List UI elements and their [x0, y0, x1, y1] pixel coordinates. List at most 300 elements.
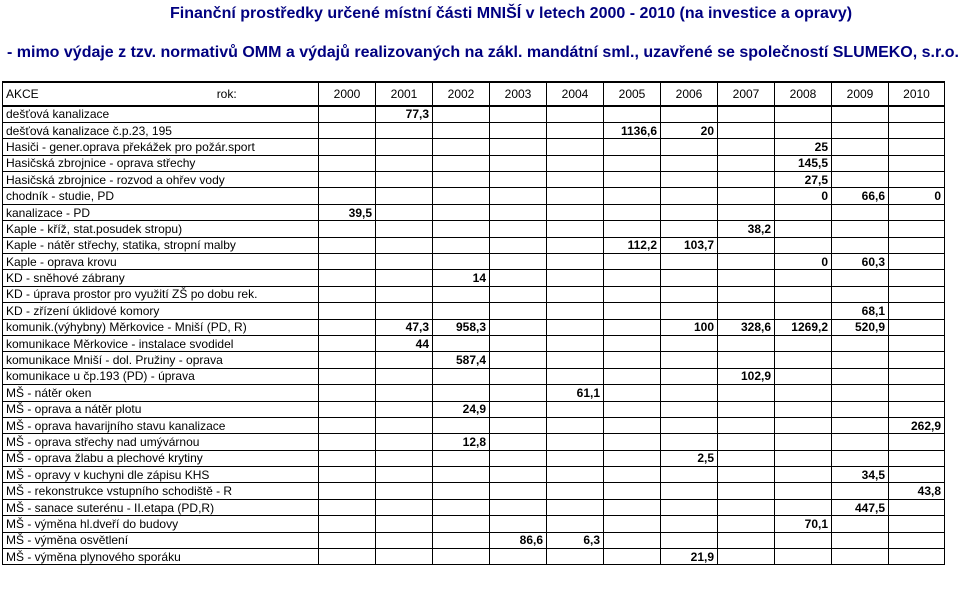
value-cell [376, 385, 433, 401]
value-cell: 86,6 [490, 532, 547, 548]
value-cell [490, 516, 547, 532]
value-cell [547, 335, 604, 351]
value-cell [889, 237, 945, 253]
value-cell [604, 270, 661, 286]
table-row [3, 467, 945, 483]
value-cell [547, 417, 604, 433]
value-cell [604, 303, 661, 319]
value-cell [718, 352, 775, 368]
value-cell [889, 450, 945, 466]
value-cell [661, 270, 718, 286]
value-cell [661, 434, 718, 450]
value-cell [832, 155, 889, 171]
header-row [3, 82, 945, 106]
value-cell [490, 221, 547, 237]
value-cell [319, 467, 376, 483]
value-cell [547, 368, 604, 384]
value-cell [433, 417, 490, 433]
value-cell [832, 401, 889, 417]
value-cell: 14 [433, 270, 490, 286]
value-cell [832, 204, 889, 220]
value-cell [889, 319, 945, 335]
value-cell [661, 221, 718, 237]
value-cell: 328,6 [718, 319, 775, 335]
value-cell: 145,5 [775, 155, 832, 171]
value-cell [661, 155, 718, 171]
value-cell [547, 483, 604, 499]
row-label: komunikace Mniší - dol. Pružiny - oprava [3, 352, 319, 368]
value-cell [718, 286, 775, 302]
table-row [3, 303, 945, 319]
value-cell [490, 450, 547, 466]
value-cell [490, 434, 547, 450]
value-cell [433, 303, 490, 319]
value-cell [604, 532, 661, 548]
value-cell: 27,5 [775, 172, 832, 188]
table-row [3, 483, 945, 499]
value-cell [775, 385, 832, 401]
value-cell [604, 516, 661, 532]
value-cell [775, 352, 832, 368]
header-year: 2000 [319, 82, 376, 106]
value-cell [376, 401, 433, 417]
value-cell [832, 286, 889, 302]
value-cell [718, 106, 775, 122]
value-cell [661, 532, 718, 548]
value-cell [319, 319, 376, 335]
value-cell [547, 450, 604, 466]
value-cell [832, 270, 889, 286]
value-cell [718, 532, 775, 548]
value-cell [604, 172, 661, 188]
value-cell [604, 254, 661, 270]
value-cell [319, 303, 376, 319]
header-year: 2008 [775, 82, 832, 106]
value-cell [604, 434, 661, 450]
value-cell: 0 [775, 188, 832, 204]
value-cell [490, 106, 547, 122]
value-cell [547, 467, 604, 483]
value-cell [832, 385, 889, 401]
table-row [3, 106, 945, 122]
value-cell [718, 155, 775, 171]
value-cell [490, 122, 547, 138]
value-cell [718, 417, 775, 433]
value-cell [832, 434, 889, 450]
value-cell [319, 155, 376, 171]
row-label: Kaple - nátěr střechy, statika, stropní malby [3, 237, 319, 253]
value-cell [718, 467, 775, 483]
value-cell [775, 335, 832, 351]
value-cell [376, 516, 433, 532]
value-cell: 100 [661, 319, 718, 335]
value-cell [832, 221, 889, 237]
value-cell [433, 467, 490, 483]
value-cell: 587,4 [433, 352, 490, 368]
value-cell [832, 139, 889, 155]
value-cell [604, 450, 661, 466]
value-cell [433, 483, 490, 499]
table-row [3, 549, 945, 565]
value-cell [718, 549, 775, 565]
value-cell [661, 139, 718, 155]
value-cell [775, 499, 832, 515]
row-label: KD - úprava prostor pro využití ZŠ po dobu rek. [3, 286, 319, 302]
table-body [3, 82, 945, 565]
value-cell [433, 204, 490, 220]
value-cell [433, 106, 490, 122]
table-row [3, 532, 945, 548]
value-cell [433, 368, 490, 384]
value-cell [889, 270, 945, 286]
value-cell [775, 401, 832, 417]
value-cell [490, 417, 547, 433]
value-cell: 103,7 [661, 237, 718, 253]
value-cell [319, 221, 376, 237]
value-cell [433, 499, 490, 515]
value-cell [604, 139, 661, 155]
value-cell [775, 221, 832, 237]
value-cell [775, 483, 832, 499]
header-year: 2002 [433, 82, 490, 106]
value-cell [889, 499, 945, 515]
value-cell [718, 483, 775, 499]
value-cell [547, 319, 604, 335]
value-cell [718, 188, 775, 204]
table-row [3, 434, 945, 450]
value-cell [319, 417, 376, 433]
table-row [3, 221, 945, 237]
value-cell: 262,9 [889, 417, 945, 433]
value-cell [376, 139, 433, 155]
value-cell [889, 516, 945, 532]
row-label: Hasiči - gener.oprava překážek pro požár.sport [3, 139, 319, 155]
value-cell [718, 335, 775, 351]
value-cell [604, 106, 661, 122]
table-row [3, 499, 945, 515]
value-cell [718, 204, 775, 220]
value-cell [604, 368, 661, 384]
table-row [3, 270, 945, 286]
value-cell [718, 172, 775, 188]
row-label: Kaple - oprava krovu [3, 254, 319, 270]
value-cell: 1269,2 [775, 319, 832, 335]
value-cell [547, 155, 604, 171]
value-cell [661, 106, 718, 122]
value-cell [718, 401, 775, 417]
value-cell: 61,1 [547, 385, 604, 401]
value-cell [661, 286, 718, 302]
row-label: komunikace u čp.193 (PD) - úprava [3, 368, 319, 384]
value-cell [547, 172, 604, 188]
funding-table [2, 81, 945, 565]
value-cell [376, 467, 433, 483]
value-cell [832, 516, 889, 532]
value-cell: 77,3 [376, 106, 433, 122]
table-row [3, 204, 945, 220]
value-cell: 112,2 [604, 237, 661, 253]
value-cell: 958,3 [433, 319, 490, 335]
value-cell [889, 368, 945, 384]
value-cell [433, 188, 490, 204]
value-cell [604, 352, 661, 368]
value-cell: 2,5 [661, 450, 718, 466]
row-label: MŠ - výměna plynového sporáku [3, 549, 319, 565]
value-cell [319, 532, 376, 548]
row-label: komunikace Měrkovice - instalace svodidel [3, 335, 319, 351]
value-cell [376, 270, 433, 286]
row-label: dešťová kanalizace č.p.23, 195 [3, 122, 319, 138]
value-cell: 43,8 [889, 483, 945, 499]
value-cell [604, 155, 661, 171]
value-cell [376, 434, 433, 450]
value-cell [319, 450, 376, 466]
value-cell: 60,3 [832, 254, 889, 270]
value-cell [832, 335, 889, 351]
value-cell [718, 385, 775, 401]
value-cell: 520,9 [832, 319, 889, 335]
value-cell [490, 303, 547, 319]
value-cell [490, 139, 547, 155]
value-cell [832, 450, 889, 466]
value-cell [490, 499, 547, 515]
value-cell [319, 352, 376, 368]
row-label: kanalizace - PD [3, 204, 319, 220]
value-cell [376, 254, 433, 270]
value-cell [490, 172, 547, 188]
value-cell [376, 303, 433, 319]
value-cell [718, 450, 775, 466]
value-cell: 47,3 [376, 319, 433, 335]
value-cell [604, 188, 661, 204]
value-cell [832, 532, 889, 548]
value-cell [547, 434, 604, 450]
header-year: 2009 [832, 82, 889, 106]
row-label: MŠ - opravy v kuchyni dle zápisu KHS [3, 467, 319, 483]
value-cell [376, 237, 433, 253]
value-cell [718, 499, 775, 515]
value-cell: 70,1 [775, 516, 832, 532]
value-cell [433, 221, 490, 237]
value-cell: 12,8 [433, 434, 490, 450]
table-row [3, 352, 945, 368]
header-year: 2003 [490, 82, 547, 106]
table-row [3, 254, 945, 270]
value-cell [433, 385, 490, 401]
value-cell [661, 188, 718, 204]
value-cell [490, 254, 547, 270]
value-cell: 102,9 [718, 368, 775, 384]
value-cell [319, 549, 376, 565]
value-cell [889, 401, 945, 417]
value-cell [319, 434, 376, 450]
value-cell [775, 237, 832, 253]
value-cell [832, 549, 889, 565]
value-cell [604, 385, 661, 401]
value-cell [661, 204, 718, 220]
value-cell [376, 549, 433, 565]
value-cell [661, 467, 718, 483]
value-cell [490, 483, 547, 499]
value-cell [490, 335, 547, 351]
value-cell [775, 467, 832, 483]
value-cell [433, 172, 490, 188]
value-cell [604, 483, 661, 499]
value-cell [775, 434, 832, 450]
value-cell [832, 106, 889, 122]
value-cell [319, 385, 376, 401]
value-cell [490, 319, 547, 335]
value-cell [376, 417, 433, 433]
value-cell: 68,1 [832, 303, 889, 319]
value-cell [718, 254, 775, 270]
value-cell [604, 417, 661, 433]
value-cell [889, 385, 945, 401]
value-cell [718, 270, 775, 286]
row-label: MŠ - nátěr oken [3, 385, 319, 401]
title-line-2: - mimo výdaje z tzv. normativů OMM a výdajů realizovaných na zákl. mandátní sml., uzavřené se společností SLUMEKO, s.r.o. [7, 44, 959, 61]
value-cell [889, 155, 945, 171]
row-label: Hasičská zbrojnice - rozvod a ohřev vody [3, 172, 319, 188]
value-cell [547, 499, 604, 515]
value-cell [433, 286, 490, 302]
value-cell [319, 499, 376, 515]
row-label: komunik.(výhybny) Měrkovice - Mniší (PD, R) [3, 319, 319, 335]
value-cell [889, 335, 945, 351]
value-cell [433, 335, 490, 351]
header-year: 2006 [661, 82, 718, 106]
value-cell [547, 221, 604, 237]
value-cell: 447,5 [832, 499, 889, 515]
value-cell [604, 221, 661, 237]
value-cell: 0 [775, 254, 832, 270]
value-cell [490, 155, 547, 171]
table-row [3, 335, 945, 351]
value-cell [319, 516, 376, 532]
value-cell [433, 237, 490, 253]
value-cell [604, 319, 661, 335]
title-line-1: Finanční prostředky určené místní části MNIŠÍ v letech 2000 - 2010 (na investice a opravy) [170, 5, 853, 22]
value-cell: 66,6 [832, 188, 889, 204]
value-cell [889, 221, 945, 237]
value-cell [376, 204, 433, 220]
row-label: MŠ - oprava střechy nad umývárnou [3, 434, 319, 450]
row-label: MŠ - rekonstrukce vstupního schodiště - R [3, 483, 319, 499]
value-cell [889, 352, 945, 368]
table-row [3, 122, 945, 138]
value-cell [433, 122, 490, 138]
value-cell [775, 450, 832, 466]
value-cell [376, 352, 433, 368]
value-cell [775, 286, 832, 302]
value-cell [433, 532, 490, 548]
value-cell [832, 368, 889, 384]
value-cell [376, 499, 433, 515]
table-row [3, 155, 945, 171]
value-cell [490, 270, 547, 286]
value-cell [433, 155, 490, 171]
value-cell [319, 122, 376, 138]
value-cell [661, 303, 718, 319]
value-cell [889, 204, 945, 220]
row-label: MŠ - oprava a nátěr plotu [3, 401, 319, 417]
value-cell [319, 368, 376, 384]
value-cell [490, 352, 547, 368]
value-cell [661, 335, 718, 351]
value-cell [433, 549, 490, 565]
value-cell [889, 122, 945, 138]
value-cell [547, 401, 604, 417]
row-label: KD - zřízení úklidové komory [3, 303, 319, 319]
value-cell [547, 254, 604, 270]
value-cell [490, 467, 547, 483]
value-cell [376, 221, 433, 237]
table-row [3, 417, 945, 433]
value-cell [376, 188, 433, 204]
value-cell: 39,5 [319, 204, 376, 220]
value-cell [661, 172, 718, 188]
value-cell [661, 483, 718, 499]
value-cell [661, 516, 718, 532]
value-cell [547, 237, 604, 253]
value-cell [661, 368, 718, 384]
value-cell [832, 417, 889, 433]
value-cell [889, 303, 945, 319]
value-cell [319, 106, 376, 122]
value-cell [604, 499, 661, 515]
value-cell [433, 516, 490, 532]
row-label: MŠ - výměna osvětlení [3, 532, 319, 548]
value-cell: 21,9 [661, 549, 718, 565]
value-cell [604, 467, 661, 483]
value-cell: 44 [376, 335, 433, 351]
value-cell [319, 139, 376, 155]
header-year: 2004 [547, 82, 604, 106]
value-cell [889, 467, 945, 483]
value-cell [319, 172, 376, 188]
value-cell [319, 237, 376, 253]
value-cell [604, 204, 661, 220]
value-cell [376, 155, 433, 171]
value-cell: 6,3 [547, 532, 604, 548]
value-cell [718, 237, 775, 253]
value-cell [319, 401, 376, 417]
value-cell [376, 483, 433, 499]
value-cell [490, 237, 547, 253]
header-akce-cell [3, 82, 319, 106]
value-cell [832, 483, 889, 499]
value-cell [547, 188, 604, 204]
value-cell [376, 122, 433, 138]
row-label: MŠ - výměna hl.dveří do budovy [3, 516, 319, 532]
value-cell [490, 286, 547, 302]
value-cell [832, 237, 889, 253]
value-cell [889, 286, 945, 302]
value-cell [547, 270, 604, 286]
value-cell [718, 303, 775, 319]
value-cell [547, 106, 604, 122]
table-row [3, 188, 945, 204]
value-cell: 34,5 [832, 467, 889, 483]
value-cell [433, 450, 490, 466]
value-cell [661, 385, 718, 401]
value-cell [433, 254, 490, 270]
row-label: MŠ - oprava žlabu a plechové krytiny [3, 450, 319, 466]
value-cell [547, 122, 604, 138]
value-cell: 25 [775, 139, 832, 155]
value-cell [661, 254, 718, 270]
value-cell [718, 122, 775, 138]
